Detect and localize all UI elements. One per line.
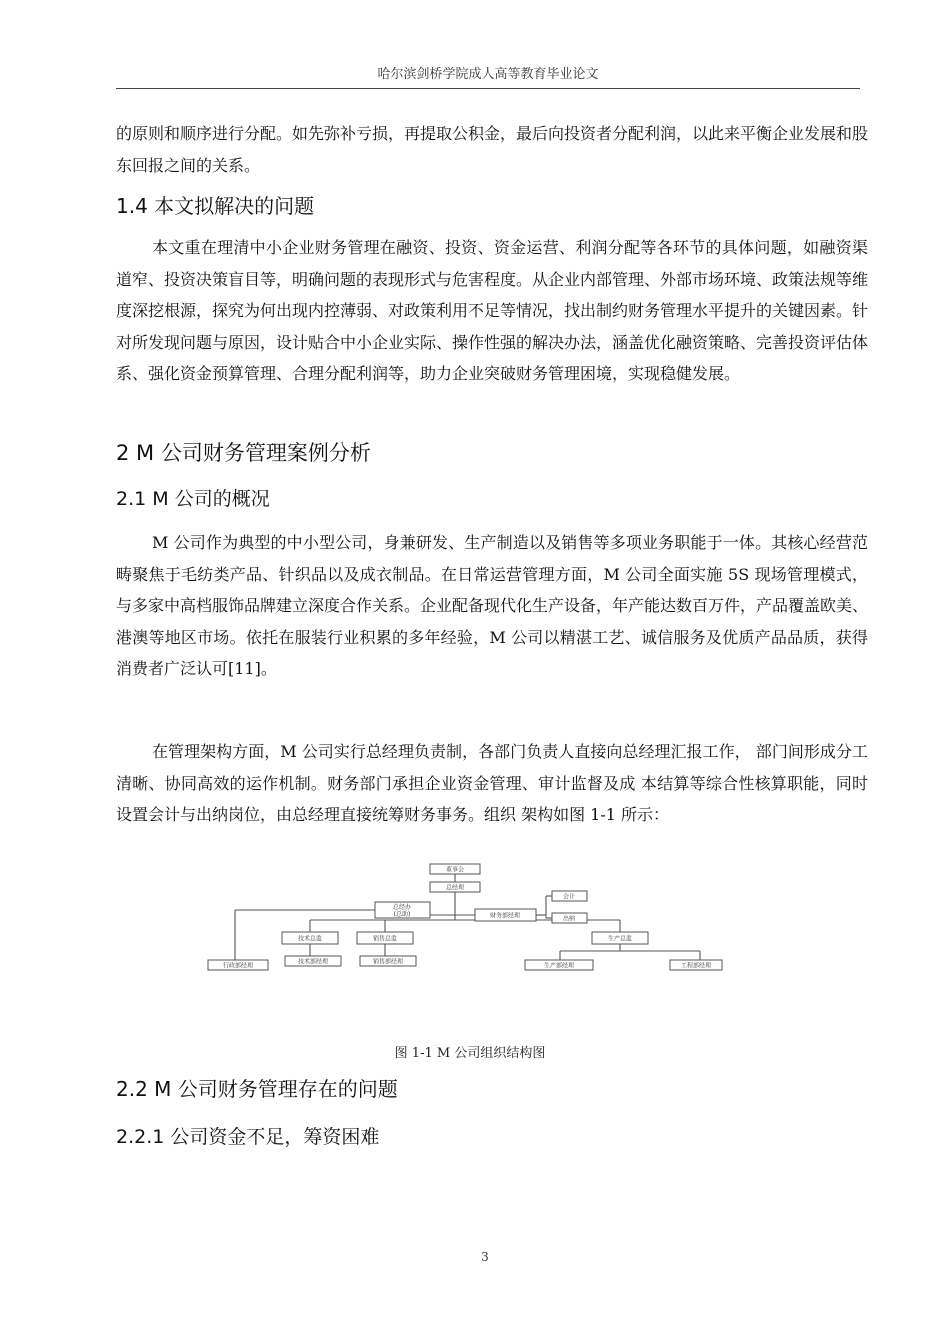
node-admin-manager xyxy=(208,960,268,970)
node-cashier xyxy=(552,913,587,923)
svg-text:行政部经理: 行政部经理 xyxy=(222,962,254,970)
node-finance-manager xyxy=(475,909,536,921)
svg-text:销售部经理: 销售部经理 xyxy=(372,958,404,966)
svg-text:总经办: 总经办 xyxy=(392,904,412,911)
node-board xyxy=(430,864,480,874)
node-engineering-manager xyxy=(670,960,722,970)
node-tech-director xyxy=(282,932,338,944)
svg-text:总经理: 总经理 xyxy=(445,884,465,892)
section-heading-2-2: 2.2 M 公司财务管理存在的问题 xyxy=(116,1077,398,1101)
svg-text:技术总监: 技术总监 xyxy=(297,935,323,943)
svg-text:董事会: 董事会 xyxy=(445,866,465,874)
org-chart xyxy=(200,862,725,986)
subsection-heading-2-2-1: 2.2.1 公司资金不足，筹资困难 xyxy=(116,1126,380,1148)
figure-caption: 图 1-1 M 公司组织结构图 xyxy=(394,1046,546,1061)
svg-text:财务部经理: 财务部经理 xyxy=(489,912,521,920)
running-header: 哈尔滨剑桥学院成人高等教育毕业论文 xyxy=(116,62,860,89)
section-heading-1-4: 1.4 本文拟解决的问题 xyxy=(116,194,315,218)
node-sales-director xyxy=(357,932,413,944)
paragraph-management-structure: 在管理架构方面，M 公司实行总经理负责制，各部门负责人直接向总经理汇报工作， 部门间形成分工清晰、协同高效的运作机制。财务部门承担企业资金管理、审计监督及成 本结算等综合性核算职能，同时设置会计与出纳岗位，由总经理直接统筹财务事务。组织 架构如图 1-1 所示： xyxy=(116,742,868,824)
svg-text:技术部经理: 技术部经理 xyxy=(297,958,329,966)
org-chart-figure xyxy=(200,862,725,986)
node-general-office xyxy=(375,902,430,918)
svg-text:工程部经理: 工程部经理 xyxy=(680,962,712,970)
paragraph-problems: 本文重在理清中小企业财务管理在融资、投资、资金运营、利润分配等各环节的具体问题，如融资渠道窄、投资决策盲目等，明确问题的表现形式与危害程度。从企业内部管理、外部市场环境、政策法规等维度深挖根源，探究为何出现内控薄弱、对政策利用不足等情况，找出制约财务管理水平提升的关键因素。针对所发现问题与原因，设计贴合中小企业实际、操作性强的解决办法，涵盖优化融资策略、完善投资评估体系、强化资金预算管理、合理分配利润等，助力企业突破财务管理困境，实现稳健发展。 xyxy=(116,238,869,383)
node-accountant xyxy=(552,891,587,901)
svg-text:(总助): (总助) xyxy=(393,911,411,918)
paragraph-company-overview: M 公司作为典型的中小型公司，身兼研发、生产制造以及销售等多项业务职能于一体。其核心经营范畴聚焦于毛纺类产品、针织品以及成衣制品。在日常运营管理方面，M 公司全面实施 5S 现场管理模式，与多家中高档服饰品牌建立深度合作关系。企业配备现代化生产设备，年产能达数百万件，产品覆盖欧美、港澳等地区市场。依托在服装行业积累的多年经验，M 公司以精湛工艺、诚信服务及优质产品品质，获得消费者广泛认可[11]。 xyxy=(116,533,869,678)
chapter-heading-2: 2 M 公司财务管理案例分析 xyxy=(116,441,371,465)
section-heading-2-1: 2.1 M 公司的概况 xyxy=(116,488,270,510)
svg-text:生产部经理: 生产部经理 xyxy=(543,962,575,970)
paragraph-continuation: 的原则和顺序进行分配。如先弥补亏损，再提取公积金，最后向投资者分配利润，以此来平衡企业发展和股东回报之间的关系。 xyxy=(116,124,869,175)
node-production-manager xyxy=(525,960,593,970)
svg-text:出纳: 出纳 xyxy=(562,915,576,923)
node-tech-manager xyxy=(285,956,341,966)
node-production-director xyxy=(592,932,648,944)
svg-text:生产总监: 生产总监 xyxy=(607,935,633,943)
svg-text:会计: 会计 xyxy=(562,893,576,901)
page-number: 3 xyxy=(481,1250,489,1264)
node-general-manager xyxy=(430,882,480,892)
node-sales-manager xyxy=(360,956,416,966)
svg-text:销售总监: 销售总监 xyxy=(372,935,398,943)
